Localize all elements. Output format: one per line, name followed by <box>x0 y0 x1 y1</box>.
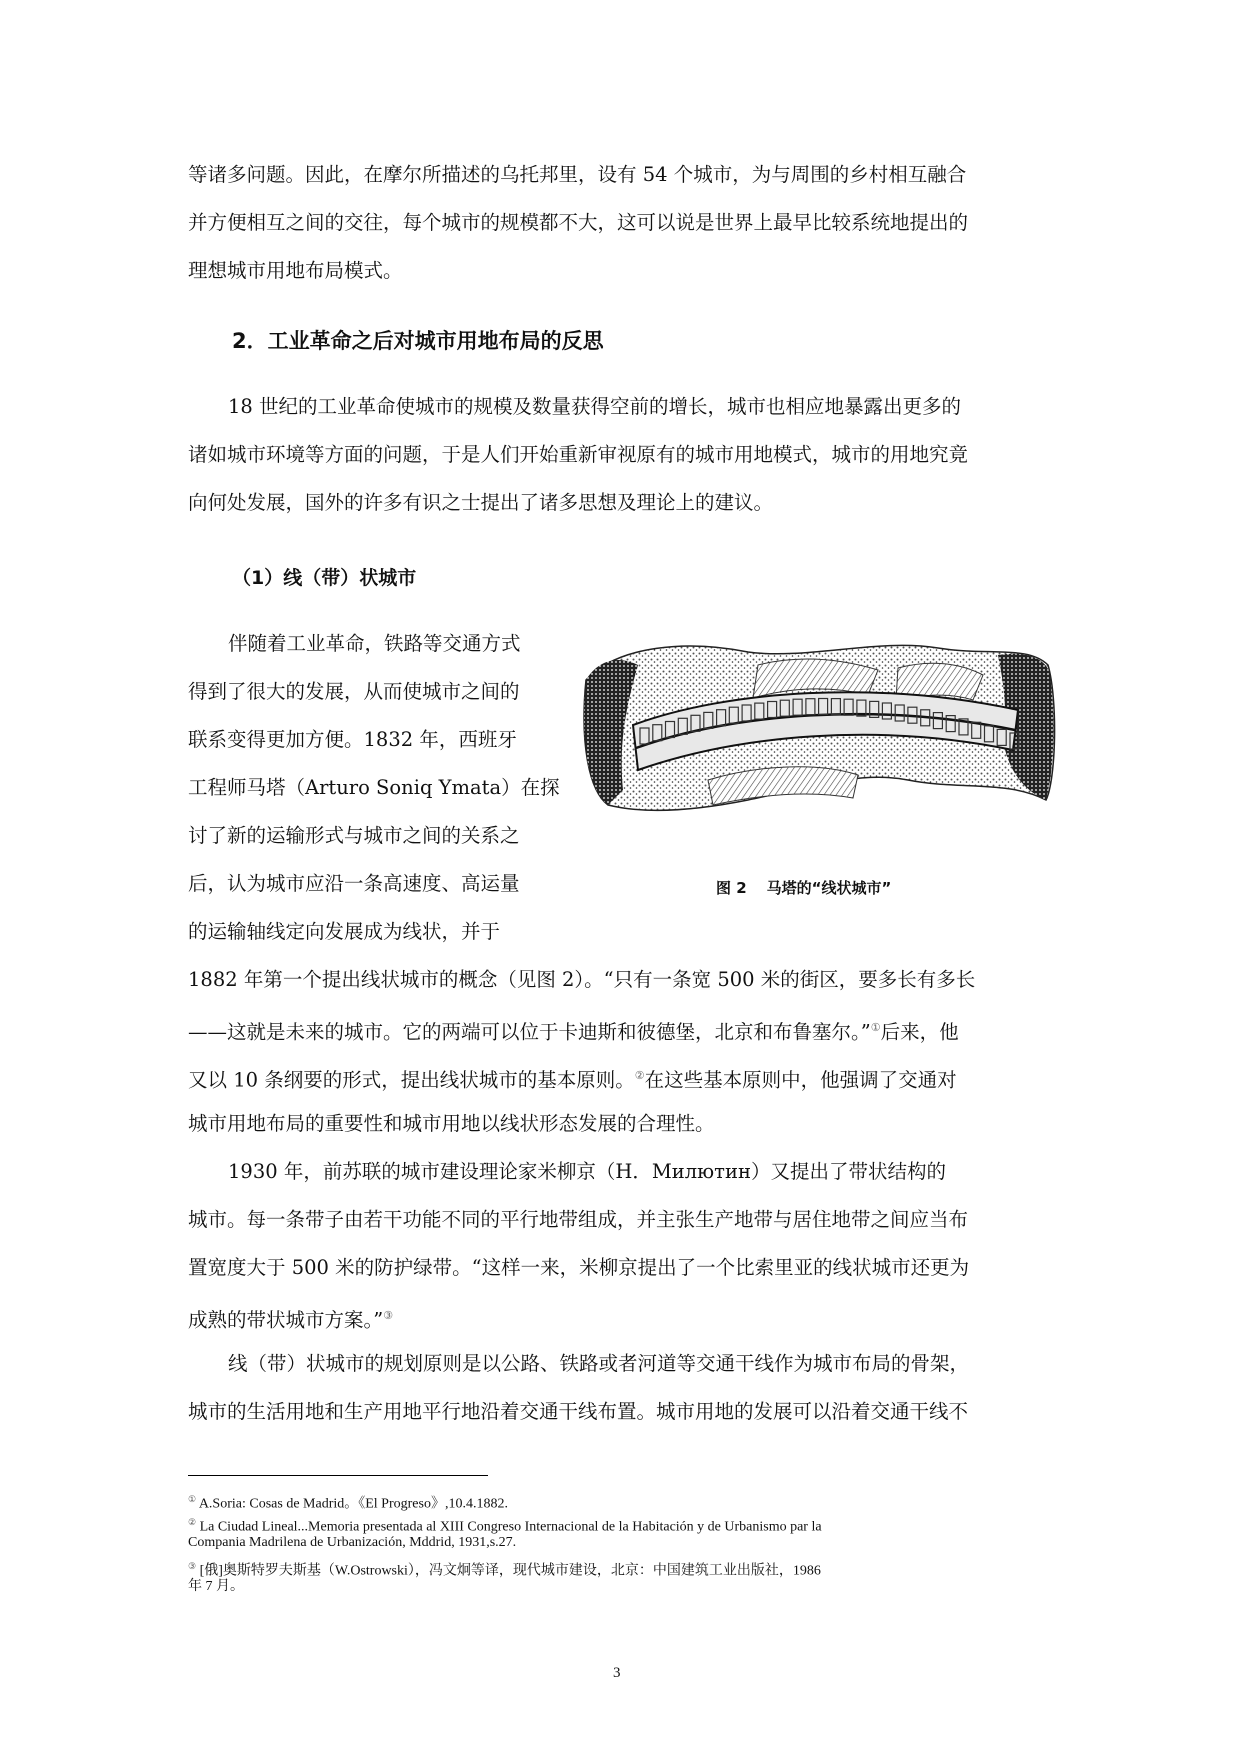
footnote-2-cont: Compania Madrilena de Urbanización, Mddrid, 1931,s.27. <box>188 1535 517 1550</box>
body-text-line: 后，认为城市应沿一条高速度、高运量 <box>188 872 520 895</box>
body-text-line: 成熟的带状城市方案。”③ <box>188 1308 394 1332</box>
body-text-line: 并方便相互之间的交往，每个城市的规模都不大，这可以说是世界上最早比较系统地提出的 <box>188 211 969 234</box>
linear-city-figure <box>578 640 1058 840</box>
body-text-line: 理想城市用地布局模式。 <box>188 259 403 282</box>
body-text-line: 城市的生活用地和生产用地平行地沿着交通干线布置。城市用地的发展可以沿着交通干线不 <box>188 1400 969 1423</box>
figure-title: 马塔的“线状城市” <box>766 879 892 897</box>
footnote-separator <box>188 1475 488 1476</box>
body-text-line: 城市用地布局的重要性和城市用地以线状形态发展的合理性。 <box>188 1112 715 1135</box>
body-text-line: 诸如城市环境等方面的问题，于是人们开始重新审视原有的城市用地模式，城市的用地究竟 <box>188 443 969 466</box>
body-text-line: 伴随着工业革命，铁路等交通方式 <box>228 632 521 655</box>
body-text-line: 向何处发展，国外的许多有识之士提出了诸多思想及理论上的建议。 <box>188 491 774 514</box>
body-text-line: 城市。每一条带子由若干功能不同的平行地带组成，并主张生产地带与居住地带之间应当布 <box>188 1208 969 1231</box>
body-text-line: 线（带）状城市的规划原则是以公路、铁路或者河道等交通干线作为城市布局的骨架， <box>228 1352 970 1375</box>
body-text-line: 工程师马塔（Arturo Soniq Ymata）在探 <box>188 776 560 799</box>
subsection-heading: （1）线（带）状城市 <box>232 567 417 589</box>
body-text-line: 联系变得更加方便。1832 年，西班牙 <box>188 728 517 751</box>
body-text-line: 的运输轴线定向发展成为线状，并于 <box>188 920 501 943</box>
footnote-3: ③ [俄]奥斯特罗夫斯基（W.Ostrowski），冯文炯等译，现代城市建设，北京：中国建筑工业出版社，1986 <box>188 1561 821 1579</box>
body-text-line: 等诸多问题。因此，在摩尔所描述的乌托邦里，设有 54 个城市，为与周围的乡村相互融合 <box>188 163 967 186</box>
body-text-line: 1882 年第一个提出线状城市的概念（见图 2）。“只有一条宽 500 米的街区，要多长有多长 <box>188 968 976 991</box>
footnote-1: ① A.Soria: Cosas de Madrid。《El Progreso》,10.4.1882. <box>188 1494 508 1512</box>
page-number: 3 <box>613 1665 621 1681</box>
figure-label: 图 2 <box>716 879 747 897</box>
footnote-ref-3[interactable]: ③ <box>383 1309 394 1322</box>
body-text-line: 讨了新的运输形式与城市之间的关系之 <box>188 824 520 847</box>
body-text-line: 得到了很大的发展，从而使城市之间的 <box>188 680 520 703</box>
footnote-ref-1[interactable]: ① <box>870 1021 881 1034</box>
body-text-line: 1930 年，前苏联的城市建设理论家米柳京（Н．Милютин）又提出了带状结构的 <box>228 1160 946 1183</box>
body-text-line: ——这就是未来的城市。它的两端可以位于卡迪斯和彼德堡，北京和布鲁塞尔。”①后来，他 <box>188 1020 959 1044</box>
body-text-line: 置宽度大于 500 米的防护绿带。“这样一来，米柳京提出了一个比索里亚的线状城市还更为 <box>188 1256 970 1279</box>
footnote-3-cont: 年 7 月。 <box>188 1579 244 1594</box>
body-text-line: 18 世纪的工业革命使城市的规模及数量获得空前的增长，城市也相应地暴露出更多的 <box>228 395 962 418</box>
figure-caption <box>716 877 891 898</box>
footnote-ref-2[interactable]: ② <box>634 1069 645 1082</box>
body-text-line: 又以 10 条纲要的形式，提出线状城市的基本原则。②在这些基本原则中，他强调了交通对 <box>188 1068 957 1092</box>
section-heading: 2．工业革命之后对城市用地布局的反思 <box>232 329 604 353</box>
footnote-2: ② La Ciudad Lineal...Memoria presentada al XIII Congreso Internacional de la Habitación y de Urbanismo par la <box>188 1517 822 1535</box>
